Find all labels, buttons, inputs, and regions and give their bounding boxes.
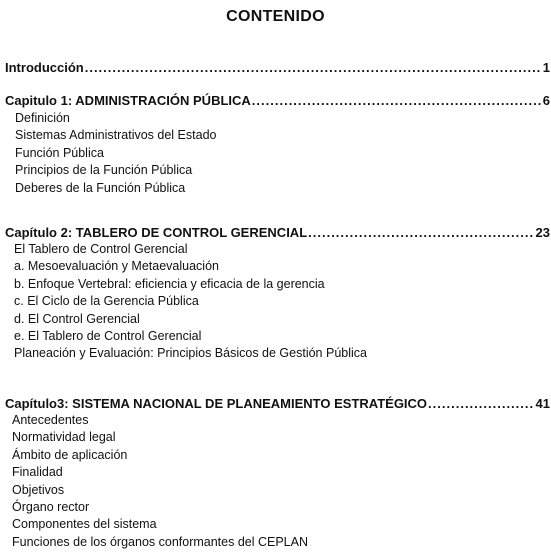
toc-subentry: El Tablero de Control Gerencial: [14, 242, 188, 256]
toc-page-number: 1: [542, 60, 550, 75]
toc-subentry: Deberes de la Función Pública: [15, 180, 186, 195]
toc-chapter-3: [5, 396, 550, 412]
toc-subentry: Órgano rector: [12, 500, 90, 515]
chapter-title: Capítulo3: SISTEMA NACIONAL DE PLANEAMIENTO ESTRATÉGICO: [5, 396, 428, 411]
toc-subentry: Planeación y Evaluación: Principios Básicos de Gestión Pública: [14, 346, 367, 361]
toc-subentry: Sistemas Administrativos del Estado: [15, 128, 217, 143]
toc-page-number: 23: [535, 225, 550, 240]
toc-entry-introduction: [5, 60, 550, 76]
toc-chapter-1: [5, 93, 550, 109]
chapter-title: Capitulo 1: ADMINISTRACIÓN PÚBLICA: [5, 93, 251, 108]
dot-leader: [85, 60, 542, 76]
chapter-1-sections: [15, 110, 216, 197]
chapter-2-sections: [14, 241, 367, 363]
toc-subentry: a. Mesoevaluación y Metaevaluación: [14, 259, 219, 274]
chapter-3-sections: [12, 412, 308, 551]
toc-entry-label: Introducción: [5, 60, 84, 75]
toc-subentry: Finalidad: [12, 465, 63, 480]
toc-subentry: Definición: [15, 111, 70, 125]
toc-subentry: Principios de la Función Pública: [15, 163, 193, 178]
toc-subentry: b. Enfoque Vertebral: eficiencia y eficacia de la gerencia: [14, 276, 325, 291]
toc-subentry: Antecedentes: [12, 413, 89, 427]
chapter-title: Capítulo 2: TABLERO DE CONTROL GERENCIAL: [5, 225, 308, 240]
toc-page-number: 6: [542, 93, 550, 108]
toc-subentry: Funciones de los órganos conformantes del CEPLAN: [12, 534, 308, 549]
toc-subentry: Objetivos: [12, 482, 65, 497]
toc-page-number: 41: [535, 396, 550, 411]
dot-leader: [428, 396, 534, 412]
toc-subentry: e. El Tablero de Control Gerencial: [14, 329, 202, 344]
dot-leader: [308, 225, 534, 241]
toc-subentry: Componentes del sistema: [12, 517, 157, 532]
toc-subentry: d. El Control Gerencial: [14, 311, 140, 326]
toc-subentry: Ámbito de aplicación: [12, 447, 128, 462]
toc-subentry: Normatividad legal: [12, 430, 116, 445]
dot-leader: [252, 93, 542, 109]
toc-chapter-2: [5, 225, 550, 241]
page-title: CONTENIDO: [226, 8, 325, 25]
toc-subentry: Función Pública: [15, 145, 104, 160]
toc-subentry: c. El Ciclo de la Gerencia Pública: [14, 294, 199, 309]
